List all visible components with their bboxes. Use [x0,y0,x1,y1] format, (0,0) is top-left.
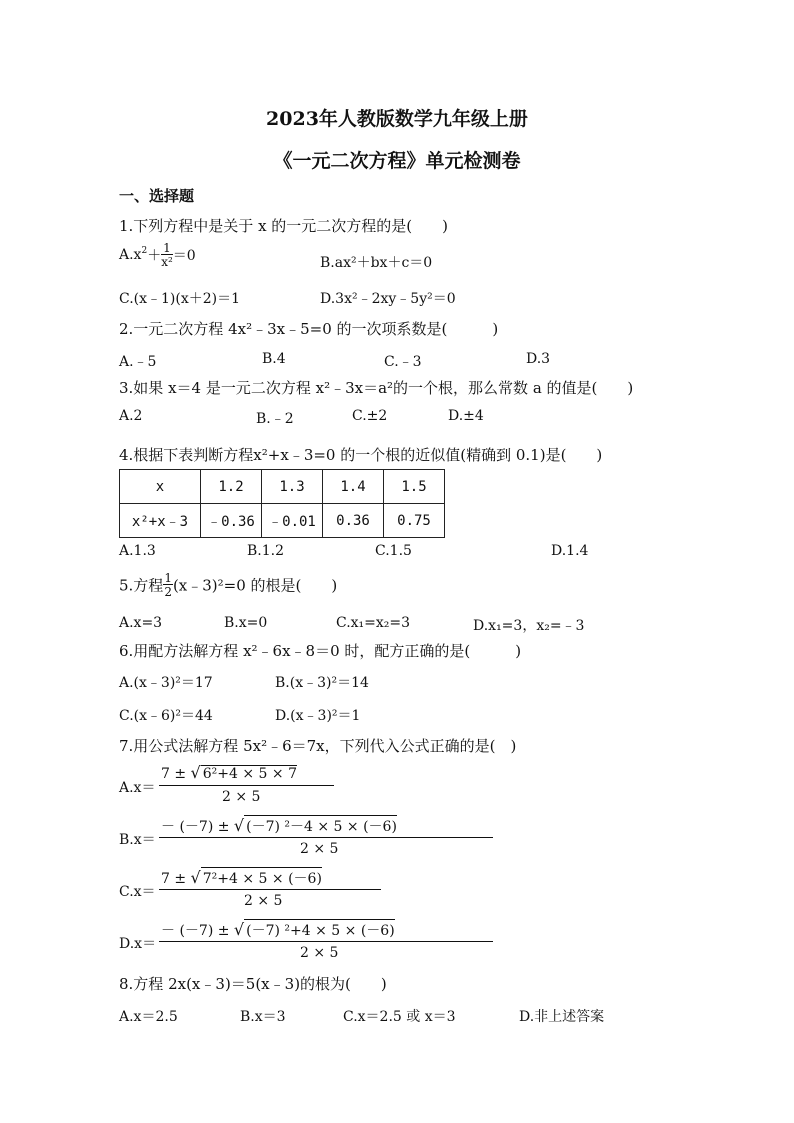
q1-option-c: C.(x﹣1)(x＋2)＝1 [119,291,241,307]
q3-option-c: C.±2 [352,408,388,424]
q1-a-num: 1 [163,241,171,255]
sqrt-icon: √ [190,763,201,782]
q5-option-d: D.x₁=3，x₂=﹣3 [473,618,585,634]
q5-stem [119,572,337,598]
table-row [120,504,445,538]
q4-table [119,469,445,538]
q5-option-b: B.x=0 [224,615,268,631]
page-title: 2023年人教版数学九年级上册 [266,108,528,130]
q7-c-den: 2 × 5 [244,893,283,909]
table-cell: 0.36 [323,504,384,538]
q8-option-a: A.x＝2.5 [119,1009,178,1025]
q7-option-d [119,919,499,964]
q2-option-a: A.﹣5 [119,354,157,370]
q6-stem: 6.用配方法解方程 x²﹣6x﹣8＝0 时，配方正确的是( ) [119,642,522,660]
table-cell: 1.5 [384,470,445,504]
q4-option-d: D.1.4 [551,543,589,559]
q7-b-den: 2 × 5 [300,841,339,857]
q7-b-pre: － (－7) ± [161,819,234,835]
fraction-bar [159,941,493,942]
q6-option-a: A.(x﹣3)²＝17 [119,675,213,691]
table-cell: 1.4 [323,470,384,504]
table-cell: x [120,470,201,504]
q3-option-b: B.﹣2 [256,411,294,427]
table-cell: 1.3 [262,470,323,504]
q7-a-den: 2 × 5 [222,789,261,805]
q3-option-a: A.2 [119,408,143,424]
fraction-bar [159,889,381,890]
q7-c-pre: 7 ± [161,871,191,887]
table-cell: x²+x﹣3 [120,504,201,538]
q5-option-c: C.x₁=x₂=3 [336,615,411,631]
q7-option-b [119,815,499,860]
q2-option-d: D.3 [526,351,551,367]
q1-option-b: B.ax²＋bx＋c＝0 [320,255,433,271]
q4-option-c: C.1.5 [375,543,412,559]
q5-stem-prefix: 5.方程 [119,576,164,595]
q5-frac-num: 1 [164,571,172,585]
q1-option-a: $A.x^2+$ $\frac{1}{\text{x²}}$ ＝0 [119,241,196,269]
sqrt-icon: √ [233,816,245,835]
q3-option-d: D.±4 [448,408,484,424]
q7-a-lhs: A.x＝ [119,780,156,796]
q8-option-d: D.非上述答案 [519,1009,605,1025]
table-cell: 0.75 [384,504,445,538]
q6-option-d: D.(x﹣3)²＝1 [275,708,361,724]
q8-option-b: B.x＝3 [240,1009,286,1025]
q7-d-rad: (－7) ²+4 × 5 × (－6) [244,919,395,940]
q7-b-lhs: B.x＝ [119,832,156,848]
sqrt-icon: √ [190,868,201,887]
sqrt-icon: √ [233,920,245,939]
q1-a-den: x² [161,255,173,269]
q2-option-c: C.﹣3 [384,354,422,370]
q7-d-lhs: D.x＝ [119,936,157,952]
q7-c-lhs: C.x＝ [119,884,156,900]
section-label: 一、选择题 [119,187,195,205]
q7-stem: 7.用公式法解方程 5x²﹣6＝7x，下列代入公式正确的是( ) [119,737,517,755]
q6-option-c: C.(x﹣6)²＝44 [119,708,213,724]
q8-option-c: C.x＝2.5 或 x＝3 [343,1009,456,1025]
q1-stem: 1.下列方程中是关于 x 的一元二次方程的是( ) [119,217,449,235]
fraction-bar [159,785,334,786]
q5-stem-suffix: (x﹣3)²=0 的根是( ) [172,576,338,595]
q6-option-b: B.(x﹣3)²＝14 [275,675,369,691]
q4-option-a: A.1.3 [119,543,156,559]
table-cell: ﹣0.01 [262,504,323,538]
q3-stem: 3.如果 x＝4 是一元二次方程 x²﹣3x＝a²的一个根，那么常数 a 的值是( ) [119,379,634,397]
q8-stem: 8.方程 2x(x﹣3)＝5(x﹣3)的根为( ) [119,975,387,993]
q7-option-c [119,867,419,912]
fraction-bar [159,837,493,838]
q4-stem: 4.根据下表判断方程x²+x﹣3=0 的一个根的近似值(精确到 0.1)是( ) [119,446,603,464]
q7-b-rad: (－7) ²－4 × 5 × (－6) [244,815,397,836]
table-cell: 1.2 [201,470,262,504]
q7-a-pre: 7 ± [161,766,191,782]
q1-option-d: D.3x²﹣2xy﹣5y²＝0 [320,291,456,307]
q1-a-suffix: ＝0 [172,248,196,264]
q1-a-mid: ＋ [147,248,162,264]
q7-option-a [119,763,419,808]
q4-option-b: B.1.2 [247,543,285,559]
table-row [120,470,445,504]
q2-stem: 2.一元二次方程 4x²﹣3x﹣5=0 的一次项系数是( ) [119,320,499,338]
q5-option-a: A.x=3 [119,615,163,631]
page-subtitle: 《一元二次方程》单元检测卷 [273,150,521,172]
q5-frac-den: 2 [164,585,172,599]
q7-c-rad: 7²+4 × 5 × (－6) [201,867,322,888]
q1-a-prefix: A.x [119,247,142,263]
q7-a-rad: 6²+4 × 5 × 7 [202,766,297,782]
q7-d-den: 2 × 5 [300,945,339,961]
q7-d-pre: － (－7) ± [161,923,234,939]
q2-option-b: B.4 [262,351,286,367]
table-cell: ﹣0.36 [201,504,262,538]
